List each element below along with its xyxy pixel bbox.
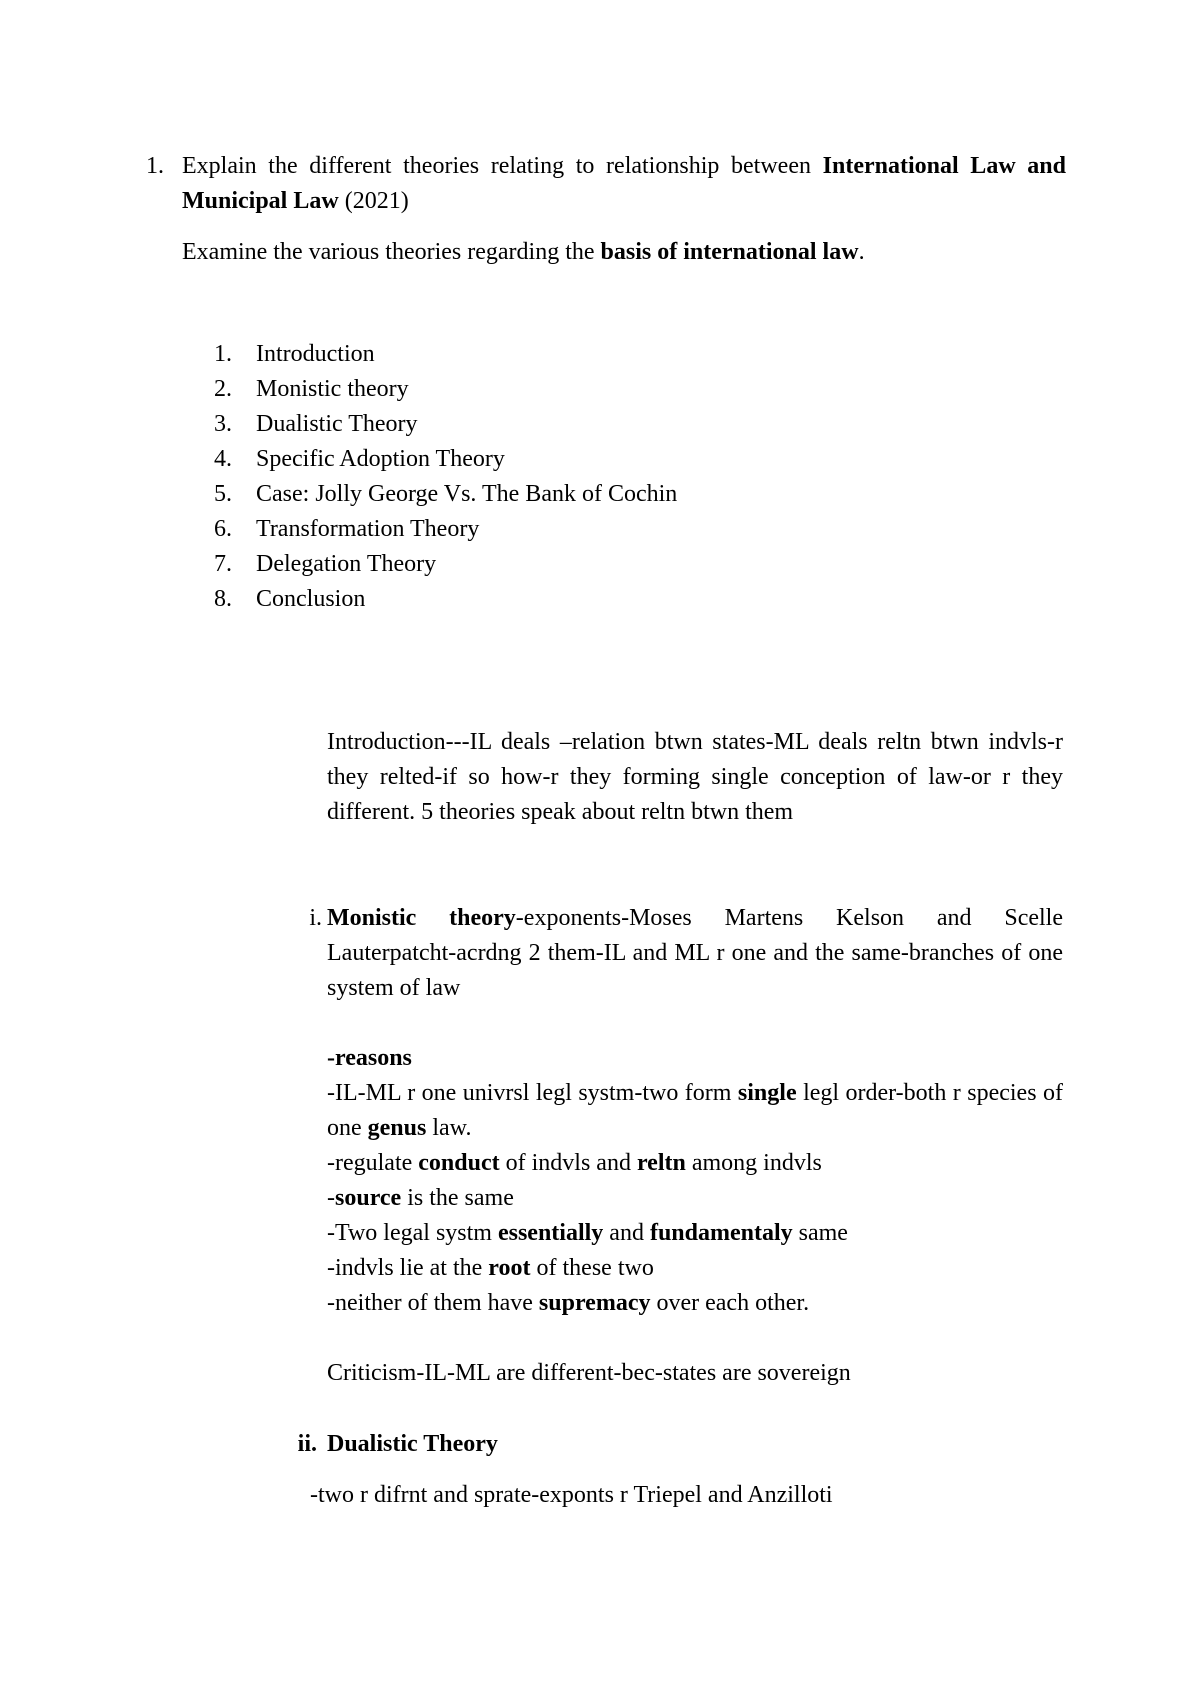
outline-item: 3. Dualistic Theory	[214, 411, 418, 437]
section-numeral: i.	[309, 905, 322, 931]
outline-item: 1. Introduction	[214, 341, 375, 367]
question-bold-topic: International Law and Municipal Law	[182, 153, 1067, 214]
question-block	[146, 149, 1066, 270]
question-number: 1.	[146, 153, 164, 179]
reasons-heading: -reasons	[327, 1045, 412, 1071]
question-text: Explain the different theories relating to relationship between International Law and Municipal Law (2021)	[182, 153, 1067, 214]
reason-line: -Two legal systm essentially and fundamentaly same	[327, 1220, 848, 1246]
reason-line: -regulate conduct of indvls and reltn among indvls	[327, 1150, 822, 1176]
monistic-section	[290, 901, 1063, 1391]
reason-line: -source is the same	[327, 1185, 514, 1211]
dualistic-section	[277, 1427, 1063, 1462]
reason-line: -neither of them have supremacy over each other.	[327, 1290, 810, 1316]
outline-item: 8. Conclusion	[214, 586, 366, 612]
outline-item: 2. Monistic theory	[214, 376, 409, 402]
outline-item: 6. Transformation Theory	[214, 516, 480, 542]
answer-outline	[214, 337, 914, 617]
dualistic-heading: Dualistic Theory	[327, 1431, 498, 1457]
monistic-heading: Monistic theory	[327, 905, 516, 931]
section-numeral: ii.	[297, 1431, 317, 1457]
outline-item: 5. Case: Jolly George Vs. The Bank of Cochin	[214, 481, 678, 507]
question-alternative: Examine the various theories regarding the basis of international law.	[182, 239, 865, 265]
reason-line: -IL-ML r one univrsl legl systm-two form single legl order-both r species of one genus law.	[327, 1080, 1063, 1141]
outline-item: 4. Specific Adoption Theory	[214, 446, 505, 472]
dualistic-heading-line	[327, 1427, 1063, 1462]
introduction-paragraph: Introduction---IL deals –relation btwn states-ML deals reltn btwn indvls-r they relted-if so how-r they forming single conception of law-or r they different. 5 theories speak about reltn btwn them	[327, 729, 1063, 825]
dualistic-description: -two r difrnt and sprate-exponts r Triepel and Anzilloti	[310, 1482, 833, 1508]
question-alt-bold: basis of international law	[600, 239, 859, 265]
monistic-description: Monistic theory-exponents-Moses Martens Kelson and Scelle Lauterpatcht-acrdng 2 them-IL and ML r one and the same-branches of one system of law	[327, 905, 1063, 1001]
monistic-criticism: Criticism-IL-ML are different-bec-states are sovereign	[327, 1360, 851, 1386]
outline-item: 7. Delegation Theory	[214, 551, 437, 577]
reason-line: -indvls lie at the root of these two	[327, 1255, 654, 1281]
